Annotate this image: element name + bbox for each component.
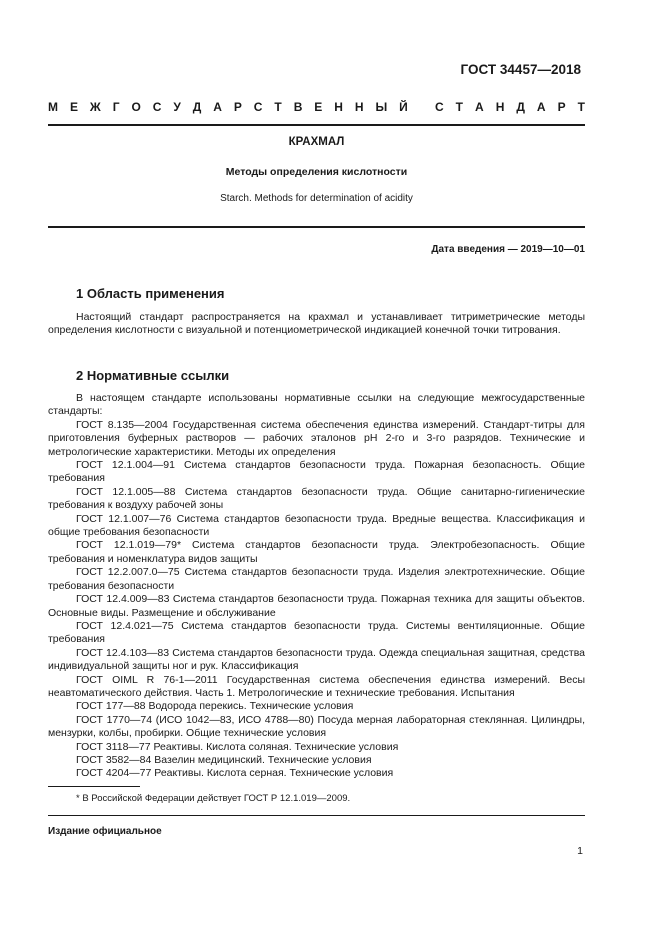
reference-item: ГОСТ 12.1.007—76 Система стандартов безопасности труда. Вредные вещества. Классификация и общие требования безопасности [48,512,585,539]
reference-item: ГОСТ 12.4.103—83 Система стандартов безопасности труда. Одежда специальная защитная, средства индивидуальной защиты ног и рук. Классификация [48,646,585,673]
banner-letter: Т [577,100,585,114]
banner-word-standard [435,100,585,114]
banner-letter: Н [334,100,343,114]
section-1-text [48,311,585,338]
banner-letter: Г [112,100,120,114]
reference-item: ГОСТ 12.2.007.0—75 Система стандартов безопасности труда. Изделия электротехнические. Общие требования безопасности [48,566,585,592]
reference-item: ГОСТ 3118—77 Реактивы. Кислота соляная. Технические условия [76,740,399,753]
banner-letter: Т [274,100,282,114]
banner-letter: Т [455,100,464,114]
banner-letter: С [435,100,444,114]
reference-item: ГОСТ 1770—74 (ИСО 1042—83, ИСО 4788—80) Посуда мерная лабораторная стеклянная. Цилиндры, мензурки, колбы, пробирки. Общие технические условия [48,713,585,740]
section-2-heading: 2 Нормативные ссылки [76,368,230,383]
banner-letter: О [131,100,141,114]
footer-rule [48,815,585,816]
banner-letter: Д [516,100,525,114]
document-subtitle: Методы определения кислотности [225,166,408,178]
introduction-date: Дата введения — 2019—10—01 [431,244,585,255]
reference-item: ГОСТ 12.4.021—75 Система стандартов безопасности труда. Системы вентиляционные. Общие требования [48,619,585,646]
reference-item: ГОСТ 12.4.009—83 Система стандартов безопасности труда. Пожарная техника для защиты объектов. Основные виды. Размещение и обслуживание [48,593,585,619]
document-title: КРАХМАЛ [288,136,345,148]
banner-letter: Р [233,100,242,114]
title-bottom-rule [48,226,585,228]
reference-item: ГОСТ 177—88 Водорода перекись. Технические условия [76,700,354,713]
reference-item: ГОСТ 12.1.004—91 Система стандартов безопасности труда. Пожарная безопасность. Общие требования [48,459,585,485]
banner-letter: С [152,100,162,114]
banner-letter: С [253,100,263,114]
banner-letter: Р [557,100,566,114]
reference-item: ГОСТ 8.135—2004 Государственная система обеспечения единства измерений. Стандарт-титры для приготовления буферных растворов — рабочих эталонов рН 2-го и 3-го разрядов. Технические и метрологические характеристики. Методы их определения [48,418,585,458]
footnote-rule [48,786,140,787]
footnote: * В Российской Федерации действует ГОСТ Р 12.1.019—2009. [76,793,351,804]
banner-letter: У [173,100,181,114]
reference-item: ГОСТ 3582—84 Вазелин медицинский. Технические условия [76,753,372,766]
top-rule [48,124,585,126]
banner-letter: А [475,100,484,114]
banner-letter: Е [314,100,323,114]
page-number: 1 [577,845,583,857]
banner-letter: Й [399,100,408,114]
banner-letter: А [213,100,222,114]
banner-word-interstate [48,100,408,114]
banner-letter: М [48,100,58,114]
document-code: ГОСТ 34457—2018 [460,62,581,77]
official-edition-label: Издание официальное [48,826,162,837]
banner-letter: Ж [89,100,101,114]
banner-letter: Е [69,100,78,114]
standard-banner [48,100,585,114]
reference-item: ГОСТ 12.1.019—79* Система стандартов безопасности труда. Электробезопасность. Общие требования и номенклатура видов защиты [48,539,585,565]
section-1-heading: 1 Область применения [76,286,225,301]
section-2-body [48,392,585,781]
banner-letter: Ы [375,100,388,114]
reference-item: ГОСТ 12.1.005—88 Система стандартов безопасности труда. Общие санитарно-гигиенические требования к воздуху рабочей зоны [48,485,585,512]
english-title: Starch. Methods for determination of acidity [220,193,413,204]
banner-letter: В [293,100,303,114]
reference-item: ГОСТ OIML R 76-1—2011 Государственная система обеспечения единства измерений. Весы неавтоматического действия. Часть 1. Метрологические и технические требования. Испытания [48,673,585,699]
section-2-intro: В настоящем стандарте использованы нормативные ссылки на следующие межгосударственные стандарты: [48,392,585,418]
reference-item: ГОСТ 4204—77 Реактивы. Кислота серная. Технические условия [76,767,394,780]
banner-letter: Н [354,100,364,114]
banner-letter: А [536,100,546,114]
section-1-paragraph: Настоящий стандарт распространяется на крахмал и устанавливает титриметрические методы определения кислотности с визуальной и потенциометрической индикацией конечной точки титрования. [48,311,585,337]
banner-letter: Д [192,100,202,114]
banner-letter: Н [495,100,505,114]
